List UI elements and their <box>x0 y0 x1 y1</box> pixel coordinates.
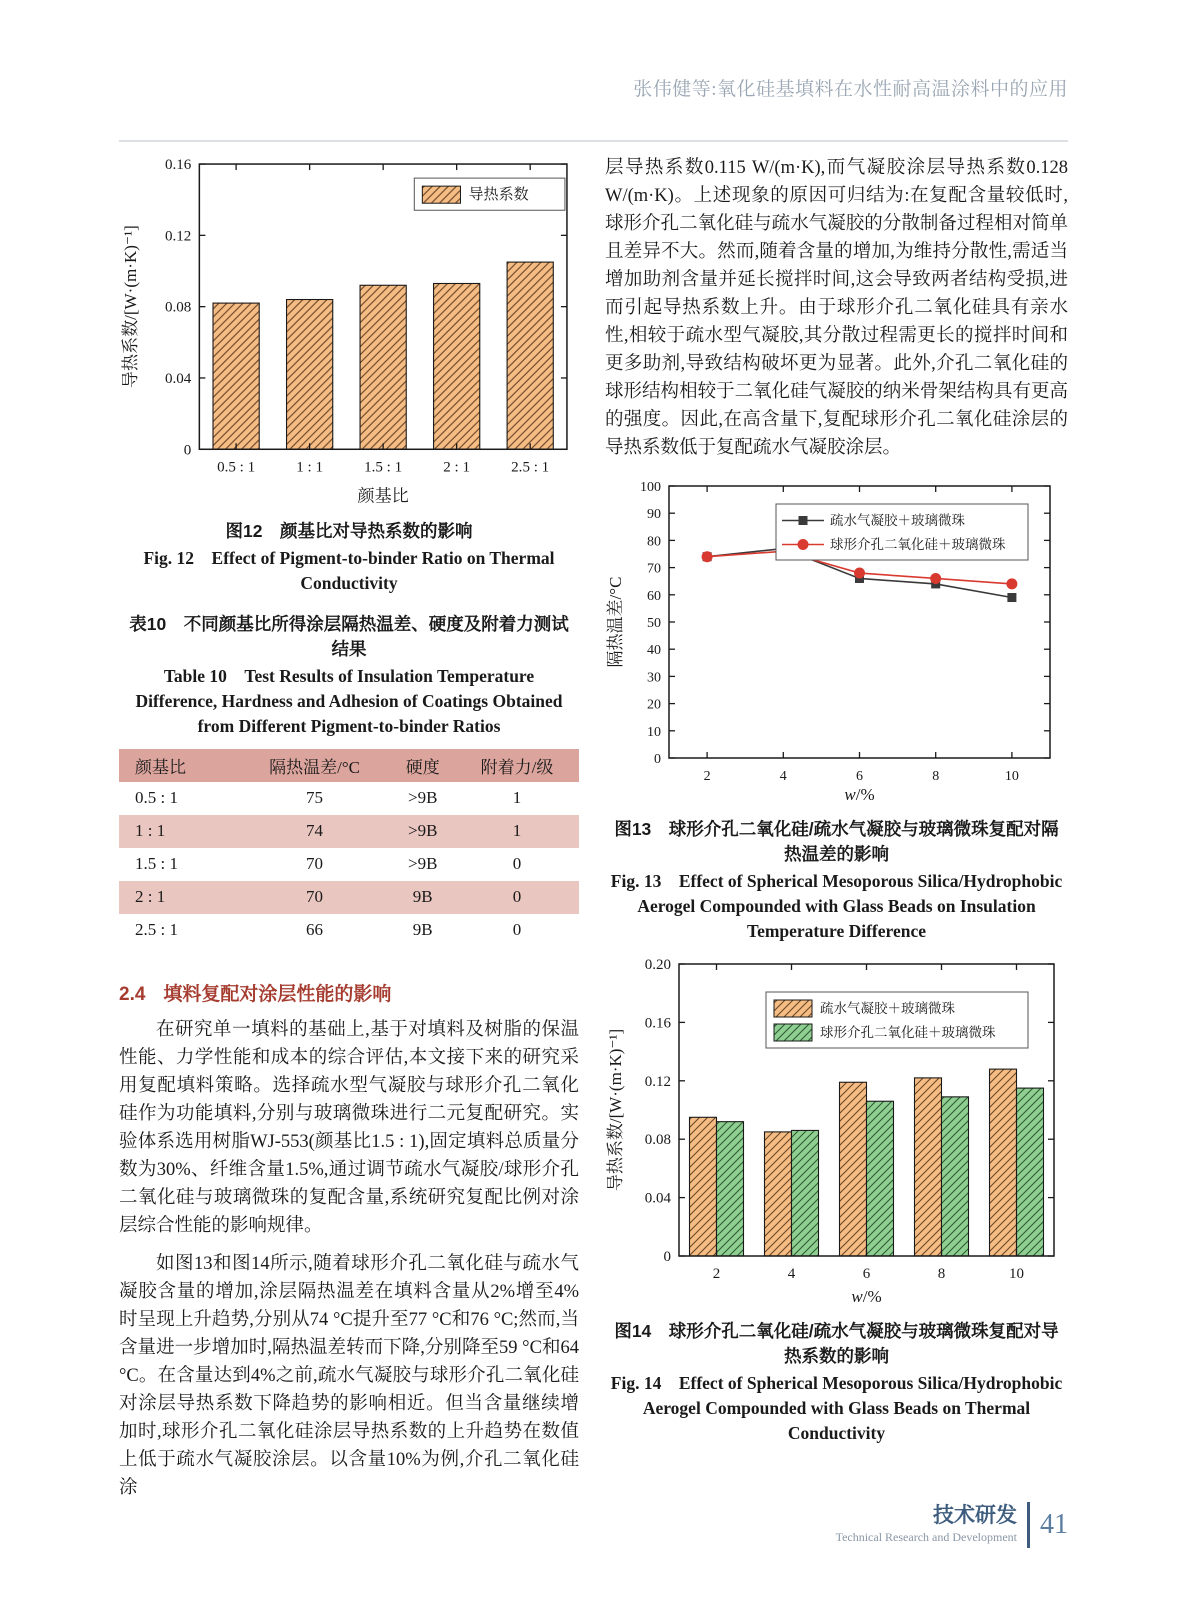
table-header-cell: 附着力/级 <box>455 749 579 782</box>
figure-13-chart <box>605 474 1068 811</box>
svg-text:90: 90 <box>647 507 661 523</box>
table-header-cell: 硬度 <box>390 749 455 782</box>
svg-text:10: 10 <box>647 724 661 740</box>
svg-text:30: 30 <box>647 670 661 686</box>
svg-text:2.5 : 1: 2.5 : 1 <box>511 459 550 476</box>
svg-text:0.16: 0.16 <box>644 1015 671 1032</box>
table-cell: 70 <box>239 881 391 914</box>
svg-text:0.20: 0.20 <box>644 957 671 973</box>
svg-text:0: 0 <box>654 752 661 767</box>
table-cell: >9B <box>408 854 438 874</box>
left-column <box>119 154 579 1502</box>
svg-text:0.08: 0.08 <box>164 299 192 316</box>
svg-text:50: 50 <box>647 616 661 631</box>
table-row <box>119 848 579 881</box>
svg-text:40: 40 <box>647 643 661 659</box>
svg-text:10: 10 <box>1009 1266 1024 1282</box>
figure-12-caption-en: Fig. 12 Effect of Pigment-to-binder Ratio on Thermal Conductivity <box>143 547 555 593</box>
table-cell: 66 <box>306 920 324 940</box>
table-cell: 2 : 1 <box>119 881 239 914</box>
table-cell: 70 <box>306 854 324 874</box>
table-cell: 75 <box>306 788 324 808</box>
svg-text:0.04: 0.04 <box>164 370 192 387</box>
svg-text:隔热温差/°C: 隔热温差/°C <box>606 576 625 668</box>
svg-text:w/%: w/% <box>851 1287 882 1306</box>
table-cell: 1.5 : 1 <box>135 854 178 874</box>
table-10-caption-en: Table 10 Test Results of Insulation Temperature Difference, Hardness and Adhesion of Coatings Obtained from Different Pigment-to-binder Ratios <box>135 665 563 736</box>
footer-section <box>836 1505 1017 1545</box>
svg-text:1 : 1: 1 : 1 <box>296 459 324 476</box>
section-title: 填料复配对涂层性能的影响 <box>163 983 392 1005</box>
table-cell: 1 <box>512 788 522 808</box>
svg-text:球形介孔二氧化硅＋玻璃微珠: 球形介孔二氧化硅＋玻璃微珠 <box>820 1025 996 1040</box>
table-cell: 1 <box>455 815 579 848</box>
table-cell: >9B <box>390 815 455 848</box>
table-cell: 0 <box>512 920 522 940</box>
svg-text:w/%: w/% <box>844 785 875 804</box>
table-cell: 2.5 : 1 <box>135 920 178 940</box>
header-divider <box>119 140 1068 142</box>
svg-text:0: 0 <box>183 442 192 459</box>
svg-text:8: 8 <box>937 1266 946 1282</box>
paragraph-left-2: 如图13和图14所示,随着球形介孔二氧化硅与疏水气凝胶含量的增加,涂层隔热温差在填料含量从2%增至4%时呈现上升趋势,分别从74 °C提升至77 °C和76 °C;然而,当含量进一步增加时,隔热温差转而下降,分别降至59 °C和64 °C。在含量达到4%之前,疏水气凝胶与球形介孔二氧化硅对涂层导热系数下降趋势的影响相近。但当含量继续增加时,球形介孔二氧化硅涂层导热系数的上升趋势在数值上低于疏水气凝胶涂层。以含量10%为例,介孔二氧化硅涂 <box>119 1253 579 1498</box>
svg-text:0.08: 0.08 <box>644 1132 671 1149</box>
table-row <box>119 881 579 914</box>
table-cell: 9B <box>412 920 433 940</box>
svg-text:0.5 : 1: 0.5 : 1 <box>217 459 256 476</box>
table-10-body <box>119 782 579 947</box>
right-column <box>605 154 1068 1502</box>
table-10 <box>119 749 579 947</box>
svg-text:球形介孔二氧化硅＋玻璃微珠: 球形介孔二氧化硅＋玻璃微珠 <box>830 537 1006 552</box>
footer-section-en: Technical Research and Development <box>835 1530 1017 1544</box>
table-cell: 74 <box>239 815 391 848</box>
svg-text:4: 4 <box>787 1266 796 1282</box>
table-cell: 0 <box>512 854 522 874</box>
figure-13-caption-zh: 图13 球形介孔二氧化硅/疏水气凝胶与玻璃微珠复配对隔热温差的影响 <box>614 819 1059 864</box>
table-10-head <box>119 749 579 782</box>
table-row <box>119 815 579 848</box>
figure-14-caption-zh: 图14 球形介孔二氧化硅/疏水气凝胶与玻璃微珠复配对导热系数的影响 <box>614 1321 1059 1366</box>
table-cell: 0 <box>455 881 579 914</box>
svg-text:疏水气凝胶＋玻璃微珠: 疏水气凝胶＋玻璃微珠 <box>820 1001 955 1016</box>
table-cell: 0.5 : 1 <box>135 788 178 808</box>
figure-14-caption-en: Fig. 14 Effect of Spherical Mesoporous Silica/Hydrophobic Aerogel Compounded with Glass Beads on Thermal Conductivity <box>610 1373 1063 1443</box>
svg-text:10: 10 <box>1004 769 1019 784</box>
table-cell: 1 : 1 <box>119 815 239 848</box>
svg-text:导热系数: 导热系数 <box>468 187 529 204</box>
svg-text:0.12: 0.12 <box>164 228 192 245</box>
svg-text:70: 70 <box>647 561 661 577</box>
table-header-cell: 颜基比 <box>119 749 239 782</box>
svg-text:8: 8 <box>932 769 940 784</box>
figure-13-caption-en: Fig. 13 Effect of Spherical Mesoporous Silica/Hydrophobic Aerogel Compounded with Glass Beads on Insulation Temperature Difference <box>610 871 1063 941</box>
table-row <box>119 782 579 815</box>
content-columns <box>119 154 1068 1502</box>
svg-text:颜基比: 颜基比 <box>357 486 409 506</box>
svg-text:100: 100 <box>640 480 661 495</box>
svg-text:2: 2 <box>712 1266 721 1282</box>
svg-text:6: 6 <box>862 1266 871 1282</box>
page-number: 41 <box>1040 1509 1068 1540</box>
paragraph-left-1: 在研究单一填料的基础上,基于对填料及树脂的保温性能、力学性能和成本的综合评估,本文接下来的研究采用复配填料策略。选择疏水型气凝胶与球形介孔二氧化硅作为功能填料,分别与玻璃微珠进行二元复配研究。实验体系选用树脂WJ-553(颜基比1.5 : 1),固定填料总质量分数为30%、纤维含量1.5%,通过调节疏水气凝胶/球形介孔二氧化硅与玻璃微珠的复配含量,系统研究复配比例对涂层综合性能的影响规律。 <box>119 1019 579 1236</box>
section-number: 2.4 <box>119 983 146 1005</box>
svg-text:0: 0 <box>663 1249 671 1265</box>
figure-12-chart <box>119 154 579 513</box>
svg-text:疏水气凝胶＋玻璃微珠: 疏水气凝胶＋玻璃微珠 <box>830 513 965 528</box>
svg-text:6: 6 <box>856 769 863 784</box>
table-10-caption-zh: 表10 不同颜基比所得涂层隔热温差、硬度及附着力测试结果 <box>129 613 569 659</box>
svg-text:4: 4 <box>779 769 787 784</box>
table-header-cell: 隔热温差/°C <box>239 749 391 782</box>
running-head: 张伟健等:氧化硅基填料在水性耐高温涂料中的应用 <box>633 79 1068 100</box>
figure-14-chart <box>605 956 1068 1313</box>
svg-text:20: 20 <box>647 697 661 713</box>
svg-text:60: 60 <box>647 588 661 604</box>
table-cell: 9B <box>390 881 455 914</box>
paragraph-right-1: 层导热系数0.115 W/(m·K),而气凝胶涂层导热系数0.128 W/(m·K)。上述现象的原因可归结为:在复配含量较低时,球形介孔二氧化硅与疏水气凝胶的分散制备过程相对简单且差异不大。然而,随着含量的增加,为维持分散性,需适当增加助剂含量并延长搅拌时间,这会导致两者结构受损,进而引起导热系数上升。由于球形介孔二氧化硅具有亲水性,相较于疏水型气凝胶,其分散过程需更长的搅拌时间和更多助剂,导致结构破坏更为显著。此外,介孔二氧化硅的球形结构相较于二氧化硅气凝胶的纳米骨架结构具有更高的强度。因此,在高含量下,复配球形介孔二氧化硅涂层的导热系数低于复配疏水气凝胶涂层。 <box>605 158 1068 458</box>
svg-text:2 : 1: 2 : 1 <box>443 459 471 476</box>
svg-text:2: 2 <box>703 769 711 784</box>
figure-12-caption-zh: 图12 颜基比对导热系数的影响 <box>225 520 473 541</box>
section-heading <box>119 979 579 1006</box>
table-row <box>119 914 579 947</box>
svg-text:0.16: 0.16 <box>164 157 192 174</box>
footer-section-zh: 技术研发 <box>933 1504 1017 1527</box>
table-cell: >9B <box>408 788 438 808</box>
svg-text:0.12: 0.12 <box>644 1073 671 1090</box>
svg-text:导热系数/[W·(m·K)⁻¹]: 导热系数/[W·(m·K)⁻¹] <box>121 225 141 389</box>
footer-divider <box>1027 1502 1030 1548</box>
svg-text:80: 80 <box>647 534 661 550</box>
page-footer <box>836 1502 1068 1548</box>
svg-text:1.5 : 1: 1.5 : 1 <box>364 459 403 476</box>
svg-text:0.04: 0.04 <box>644 1190 671 1207</box>
table-header-row <box>119 749 579 782</box>
svg-text:导热系数/[W·(m·K)⁻¹]: 导热系数/[W·(m·K)⁻¹] <box>606 1028 625 1192</box>
